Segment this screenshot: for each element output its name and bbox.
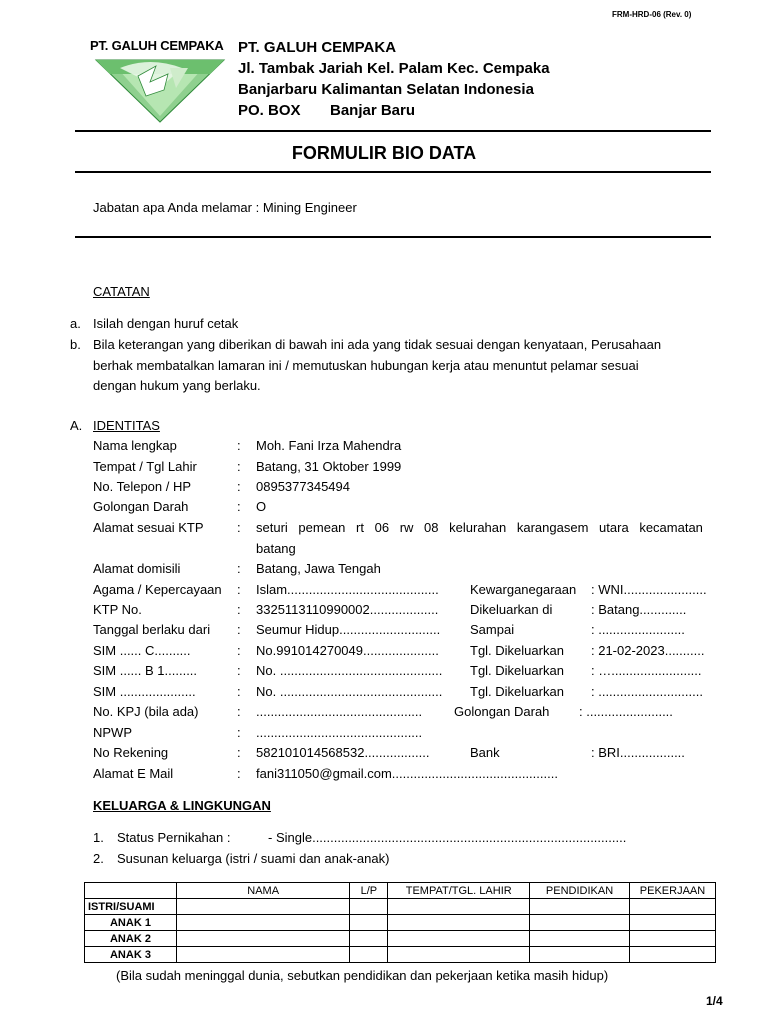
identity-value-sim-c: No.991014270049..................... xyxy=(256,643,439,658)
colon: : xyxy=(237,622,241,637)
identity-label-bank: Bank xyxy=(470,745,500,760)
colon: : xyxy=(237,684,241,699)
identity-value-ktp: 3325113110990002................... xyxy=(256,602,439,617)
identity-value-account: 582101014568532.................. xyxy=(256,745,430,760)
family-footnote: (Bila sudah meninggal dunia, sebutkan pendidikan dan pekerjaan ketika masih hidup) xyxy=(116,968,609,983)
document-code: FRM-HRD-06 (Rev. 0) xyxy=(612,10,692,19)
identity-label-valid-until: Sampai xyxy=(470,622,515,637)
address-word: 08 xyxy=(424,520,439,535)
table-cell[interactable] xyxy=(350,899,388,915)
company-name: PT. GALUH CEMPAKA xyxy=(238,39,397,56)
table-cell[interactable] xyxy=(630,947,716,963)
logo-text: PT. GALUH CEMPAKA xyxy=(90,38,224,53)
colon: : xyxy=(237,459,241,474)
table-cell[interactable] xyxy=(530,947,630,963)
family-table xyxy=(84,882,716,963)
identity-value-ktp-address-line2: batang xyxy=(256,541,296,556)
colon: : xyxy=(237,745,241,760)
table-header: PENDIDIKAN xyxy=(530,883,630,899)
identity-value-issued-at: : Batang............. xyxy=(591,602,687,617)
identity-label-name: Nama lengkap xyxy=(93,438,177,453)
table-row-label: ANAK 3 xyxy=(85,947,177,963)
identity-value-blood: O xyxy=(256,499,267,514)
identity-label-issued-at: Dikeluarkan di xyxy=(470,602,553,617)
address-word: seturi xyxy=(256,520,288,535)
identity-value-sim-b1: No. ............................................. xyxy=(256,663,443,678)
table-cell[interactable] xyxy=(176,915,350,931)
identity-label-account: No Rekening xyxy=(93,745,169,760)
position-applied: Jabatan apa Anda melamar : Mining Engineer xyxy=(93,200,357,215)
address-word: karangasem xyxy=(516,520,589,535)
colon: : xyxy=(237,766,241,781)
identity-label-blood-2: Golongan Darah xyxy=(454,704,550,719)
identity-value-religion: Islam.......................................... xyxy=(256,582,439,597)
identity-label-birth: Tempat / Tgl Lahir xyxy=(93,459,197,474)
colon: : xyxy=(237,602,241,617)
table-cell[interactable] xyxy=(176,931,350,947)
identity-label-citizenship: Kewarganegaraan xyxy=(470,582,577,597)
note-marker-b: b. xyxy=(70,337,81,352)
table-cell[interactable] xyxy=(388,899,530,915)
family-heading: KELUARGA & LINGKUNGAN xyxy=(93,798,271,813)
colon: : xyxy=(237,582,241,597)
identity-label-ktp: KTP No. xyxy=(93,602,142,617)
colon: : xyxy=(237,561,241,576)
identity-label-sim-c-date: Tgl. Dikeluarkan xyxy=(470,643,564,658)
identity-label-npwp: NPWP xyxy=(93,725,132,740)
table-header: L/P xyxy=(350,883,388,899)
identity-value-ktp-address-line1 xyxy=(256,520,703,535)
colon: : xyxy=(237,479,241,494)
family-item-2-label: Susunan keluarga (istri / suami dan anak-anak) xyxy=(117,851,390,866)
identity-value-birth: Batang, 31 Oktober 1999 xyxy=(256,459,402,474)
identity-value-phone: 0895377345494 xyxy=(256,479,350,494)
identity-value-bank: : BRI.................. xyxy=(591,745,685,760)
colon: : xyxy=(237,499,241,514)
note-b-line2: berhak membatalkan lamaran ini / memutuskan hubungan kerja atau menuntut pelamar sesuai xyxy=(93,358,639,373)
table-cell[interactable] xyxy=(630,931,716,947)
table-cell[interactable] xyxy=(350,947,388,963)
colon: : xyxy=(237,725,241,740)
table-cell[interactable] xyxy=(388,931,530,947)
identity-heading: IDENTITAS xyxy=(93,418,160,433)
table-cell[interactable] xyxy=(388,915,530,931)
address-word: 06 xyxy=(374,520,390,535)
identity-label-email: Alamat E Mail xyxy=(93,766,174,781)
colon: : xyxy=(237,438,241,453)
table-cell[interactable] xyxy=(630,899,716,915)
identity-label-sim: SIM ..................... xyxy=(93,684,196,699)
identity-marker: A. xyxy=(70,418,83,433)
identity-label-blood: Golongan Darah xyxy=(93,499,189,514)
table-row-label: ANAK 2 xyxy=(85,931,177,947)
identity-value-valid-from: Seumur Hidup............................ xyxy=(256,622,441,637)
identity-value-citizenship: : WNI....................... xyxy=(591,582,707,597)
table-row xyxy=(85,899,716,915)
family-item-2-number: 2. xyxy=(93,851,104,866)
company-pobox-city: Banjar Baru xyxy=(330,102,416,119)
identity-value-sim-c-date: : 21-02-2023........... xyxy=(591,643,705,658)
company-address-line1: Jl. Tambak Jariah Kel. Palam Kec. Cempaka xyxy=(238,60,550,77)
identity-label-ktp-address: Alamat sesuai KTP xyxy=(93,520,204,535)
note-b-line1: Bila keterangan yang diberikan di bawah ini ada yang tidak sesuai dengan kenyataan, Perusahaan xyxy=(93,337,662,352)
table-row xyxy=(85,931,716,947)
identity-label-valid-from: Tanggal berlaku dari xyxy=(93,622,211,637)
identity-label-religion: Agama / Kepercayaan xyxy=(93,582,222,597)
table-cell[interactable] xyxy=(388,947,530,963)
family-item-1-value: - Single....................................................................................... xyxy=(268,830,627,845)
table-cell[interactable] xyxy=(350,915,388,931)
table-cell[interactable] xyxy=(176,899,350,915)
identity-value-domicile: Batang, Jawa Tengah xyxy=(256,561,381,576)
identity-label-phone: No. Telepon / HP xyxy=(93,479,192,494)
identity-value-sim-date: : ............................. xyxy=(591,684,703,699)
table-cell[interactable] xyxy=(630,915,716,931)
table-cell[interactable] xyxy=(350,931,388,947)
address-word: utara xyxy=(599,520,629,535)
colon: : xyxy=(237,520,241,535)
table-row-label: ISTRI/SUAMI xyxy=(85,899,177,915)
identity-value-kpj: .............................................. xyxy=(256,704,423,719)
identity-value-email: fani311050@gmail.com.............................................. xyxy=(256,766,558,781)
identity-value-sim-b1-date: : …......................... xyxy=(591,663,702,678)
table-row xyxy=(85,947,716,963)
company-logo xyxy=(90,38,230,124)
identity-label-domicile: Alamat domisili xyxy=(93,561,181,576)
table-header: TEMPAT/TGL. LAHIR xyxy=(388,883,530,899)
identity-label-sim-b1-date: Tgl. Dikeluarkan xyxy=(470,663,564,678)
identity-label-sim-b1: SIM ...... B 1......... xyxy=(93,663,198,678)
family-item-1-label: Status Pernikahan : xyxy=(117,830,231,845)
colon: : xyxy=(237,643,241,658)
table-header: NAMA xyxy=(176,883,350,899)
table-header-row xyxy=(85,883,716,899)
table-cell[interactable] xyxy=(530,915,630,931)
form-title: FORMULIR BIO DATA xyxy=(291,143,477,163)
note-marker-a: a. xyxy=(70,316,81,331)
table-cell[interactable] xyxy=(530,931,630,947)
colon: : xyxy=(237,663,241,678)
table-cell[interactable] xyxy=(530,899,630,915)
table-row xyxy=(85,915,716,931)
identity-label-sim-c: SIM ...... C.......... xyxy=(93,643,191,658)
table-header-empty xyxy=(85,883,177,899)
company-address-line2: Banjarbaru Kalimantan Selatan Indonesia xyxy=(238,81,534,98)
position-divider xyxy=(75,236,711,238)
notes-heading: CATATAN xyxy=(93,284,150,299)
diamond-logo-icon xyxy=(90,38,230,124)
identity-label-kpj: No. KPJ (bila ada) xyxy=(93,704,199,719)
header-divider xyxy=(75,130,711,132)
address-word: rt xyxy=(356,520,364,535)
identity-value-blood-2: : ........................ xyxy=(579,704,673,719)
note-a-line1: Isilah dengan huruf cetak xyxy=(93,316,239,331)
table-cell[interactable] xyxy=(176,947,350,963)
table-header: PEKERJAAN xyxy=(630,883,716,899)
table-row-label: ANAK 1 xyxy=(85,915,177,931)
identity-label-sim-date: Tgl. Dikeluarkan xyxy=(470,684,564,699)
address-word: rw xyxy=(399,520,414,535)
identity-value-sim: No. ............................................. xyxy=(256,684,443,699)
identity-value-name: Moh. Fani Irza Mahendra xyxy=(256,438,402,453)
colon: : xyxy=(237,704,241,719)
identity-value-npwp: .............................................. xyxy=(256,725,423,740)
page-number: 1/4 xyxy=(706,994,723,1008)
address-word: pemean xyxy=(298,520,346,535)
address-word: kecamatan xyxy=(639,520,703,535)
title-divider xyxy=(75,171,711,173)
note-b-line3: dengan hukum yang berlaku. xyxy=(93,378,261,393)
address-word: kelurahan xyxy=(449,520,507,535)
family-item-1-number: 1. xyxy=(93,830,104,845)
company-pobox-label: PO. BOX xyxy=(238,102,301,119)
identity-value-valid-until: : ........................ xyxy=(591,622,685,637)
